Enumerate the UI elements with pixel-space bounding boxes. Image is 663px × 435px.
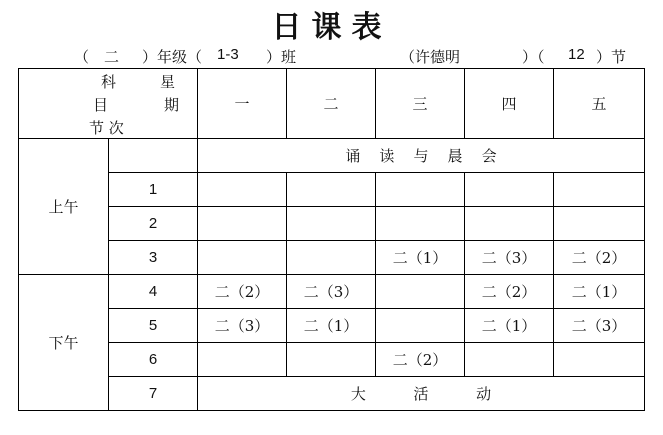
class-cell: 二（1）: [554, 275, 645, 309]
class-cell: [554, 173, 645, 207]
class-cell: [287, 241, 376, 275]
class-cell: [198, 173, 287, 207]
class-cell: [376, 173, 465, 207]
period-number: 5: [109, 309, 198, 343]
day-header: 三: [376, 69, 465, 139]
period-cell-empty: [109, 139, 198, 173]
table-row: [19, 343, 645, 377]
period-number: 3: [109, 241, 198, 275]
class-cell: 二（1）: [465, 309, 554, 343]
class-cell: [376, 207, 465, 241]
grade-close: ）年级（: [142, 48, 203, 66]
class-cell: 二（2）: [198, 275, 287, 309]
table-row: [19, 309, 645, 343]
class-cell: 二（2）: [376, 343, 465, 377]
corner-xing: 星: [160, 73, 176, 91]
session-afternoon: 下午: [19, 275, 109, 411]
class-cell: 二（3）: [198, 309, 287, 343]
class-cell: 二（1）: [376, 241, 465, 275]
class-cell: [465, 343, 554, 377]
class-suffix: ）班: [266, 48, 297, 66]
class-cell: 二（2）: [465, 275, 554, 309]
big-activity: 大 活 动: [198, 377, 645, 411]
header-row: [19, 69, 645, 139]
grade-open: （: [74, 48, 90, 66]
table-row: [19, 377, 645, 411]
period-number: 7: [109, 377, 198, 411]
day-header: 四: [465, 69, 554, 139]
teacher-name: （许德明: [400, 48, 461, 66]
class-cell: [287, 173, 376, 207]
class-cell: [287, 207, 376, 241]
class-cell: [198, 207, 287, 241]
teacher-close: ）（: [522, 48, 545, 66]
period-number: 2: [109, 207, 198, 241]
corner-qi: 期: [164, 96, 180, 114]
morning-reading: 诵 读 与 晨 会: [198, 139, 645, 173]
class-cell: 二（3）: [465, 241, 554, 275]
period-count: 12: [568, 46, 585, 63]
day-header: 五: [554, 69, 645, 139]
class-cell: 二（3）: [287, 275, 376, 309]
class-cell: [376, 275, 465, 309]
corner-ke: 科: [101, 73, 117, 91]
day-header: 二: [287, 69, 376, 139]
class-cell: 二（2）: [554, 241, 645, 275]
page-title: 日课表: [271, 10, 392, 45]
grade-value: 二: [104, 48, 120, 66]
table-row: [19, 241, 645, 275]
corner-mu: 目: [93, 96, 109, 114]
period-number: 1: [109, 173, 198, 207]
class-cell: [198, 241, 287, 275]
corner-jieci: 节 次: [89, 119, 124, 137]
class-cell: 二（3）: [554, 309, 645, 343]
class-cell: [554, 343, 645, 377]
class-cell: [465, 173, 554, 207]
period-number: 4: [109, 275, 198, 309]
schedule-table: [18, 68, 645, 411]
class-cell: [465, 207, 554, 241]
session-morning: 上午: [19, 139, 109, 275]
class-cell: [376, 309, 465, 343]
table-row: [19, 139, 645, 173]
table-row: [19, 207, 645, 241]
table-row: [19, 173, 645, 207]
class-cell: [554, 207, 645, 241]
day-header: 一: [198, 69, 287, 139]
header-corner: [19, 69, 198, 139]
period-count-suffix: ）节: [596, 48, 627, 66]
class-value: 1-3: [217, 46, 239, 63]
period-number: 6: [109, 343, 198, 377]
class-cell: [287, 343, 376, 377]
table-row: [19, 275, 645, 309]
class-cell: 二（1）: [287, 309, 376, 343]
class-cell: [198, 343, 287, 377]
